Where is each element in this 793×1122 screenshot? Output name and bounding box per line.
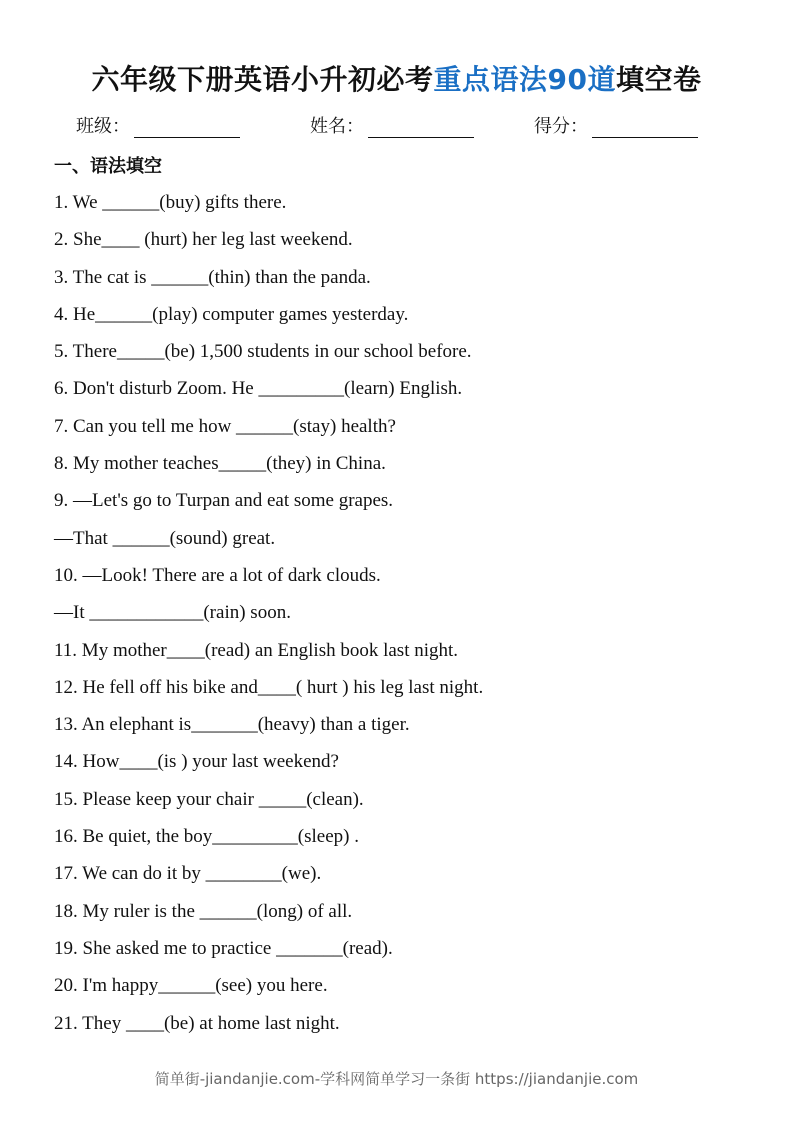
class-field[interactable] [76,112,240,138]
question-item: 13. An elephant is_______(heavy) than a tiger. [54,714,410,736]
question-item: 4. He______(play) computer games yesterday. [54,303,409,325]
question-item: 9. —Let's go to Turpan and eat some grapes. [54,490,394,512]
question-item: 3. The cat is ______(thin) than the panda. [54,266,371,288]
question-item: 18. My ruler is the ______(long) of all. [54,900,353,922]
name-field[interactable] [310,112,474,138]
question-item: 10. —Look! There are a lot of dark clouds. [54,564,381,586]
question-item: 2. She____ (hurt) her leg last weekend. [54,229,353,251]
question-item: 14. How____(is ) your last weekend? [54,751,339,773]
question-item: 17. We can do it by ________(we). [54,863,322,885]
question-item: 12. He fell off his bike and____( hurt ) his leg last night. [54,676,484,698]
class-blank-line[interactable] [134,117,240,138]
name-label: 姓名： [310,116,364,137]
title-highlight: 重点语法90道 [433,63,616,96]
name-blank-line[interactable] [368,117,474,138]
class-label: 班级： [76,116,130,137]
question-item: 16. Be quiet, the boy_________(sleep) . [54,826,360,848]
question-item: 11. My mother____(read) an English book last night. [54,639,459,661]
student-info-row [0,112,793,142]
question-item: 19. She asked me to practice _______(read). [54,937,393,959]
section-heading: 一、语法填空 [54,156,162,177]
question-item: 6. Don't disturb Zoom. He _________(learn) English. [54,378,463,400]
score-field[interactable] [534,112,698,138]
question-response-line: —That ______(sound) great. [54,527,276,549]
question-item: 5. There_____(be) 1,500 students in our school before. [54,341,472,363]
question-item: 7. Can you tell me how ______(stay) health? [54,415,396,437]
question-item: 1. We ______(buy) gifts there. [54,192,287,213]
title-text-part1: 六年级下册英语小升初必考 [91,63,434,96]
question-item: 8. My mother teaches_____(they) in China. [54,453,386,475]
question-item: 21. They ____(be) at home last night. [54,1012,340,1034]
score-blank-line[interactable] [592,117,698,138]
page-footer: 简单街-jiandanjie.com-学科网简单学习一条街 https://jiandanjie.com [154,1070,639,1088]
question-item: 20. I'm happy______(see) you here. [54,975,328,997]
score-label: 得分： [534,116,588,137]
question-response-line: —It ____________(rain) soon. [54,602,291,624]
question-item: 15. Please keep your chair _____(clean). [54,788,364,810]
question-list [54,186,754,1044]
title-text-part2: 填空卷 [615,63,702,96]
page-title [0,58,793,98]
